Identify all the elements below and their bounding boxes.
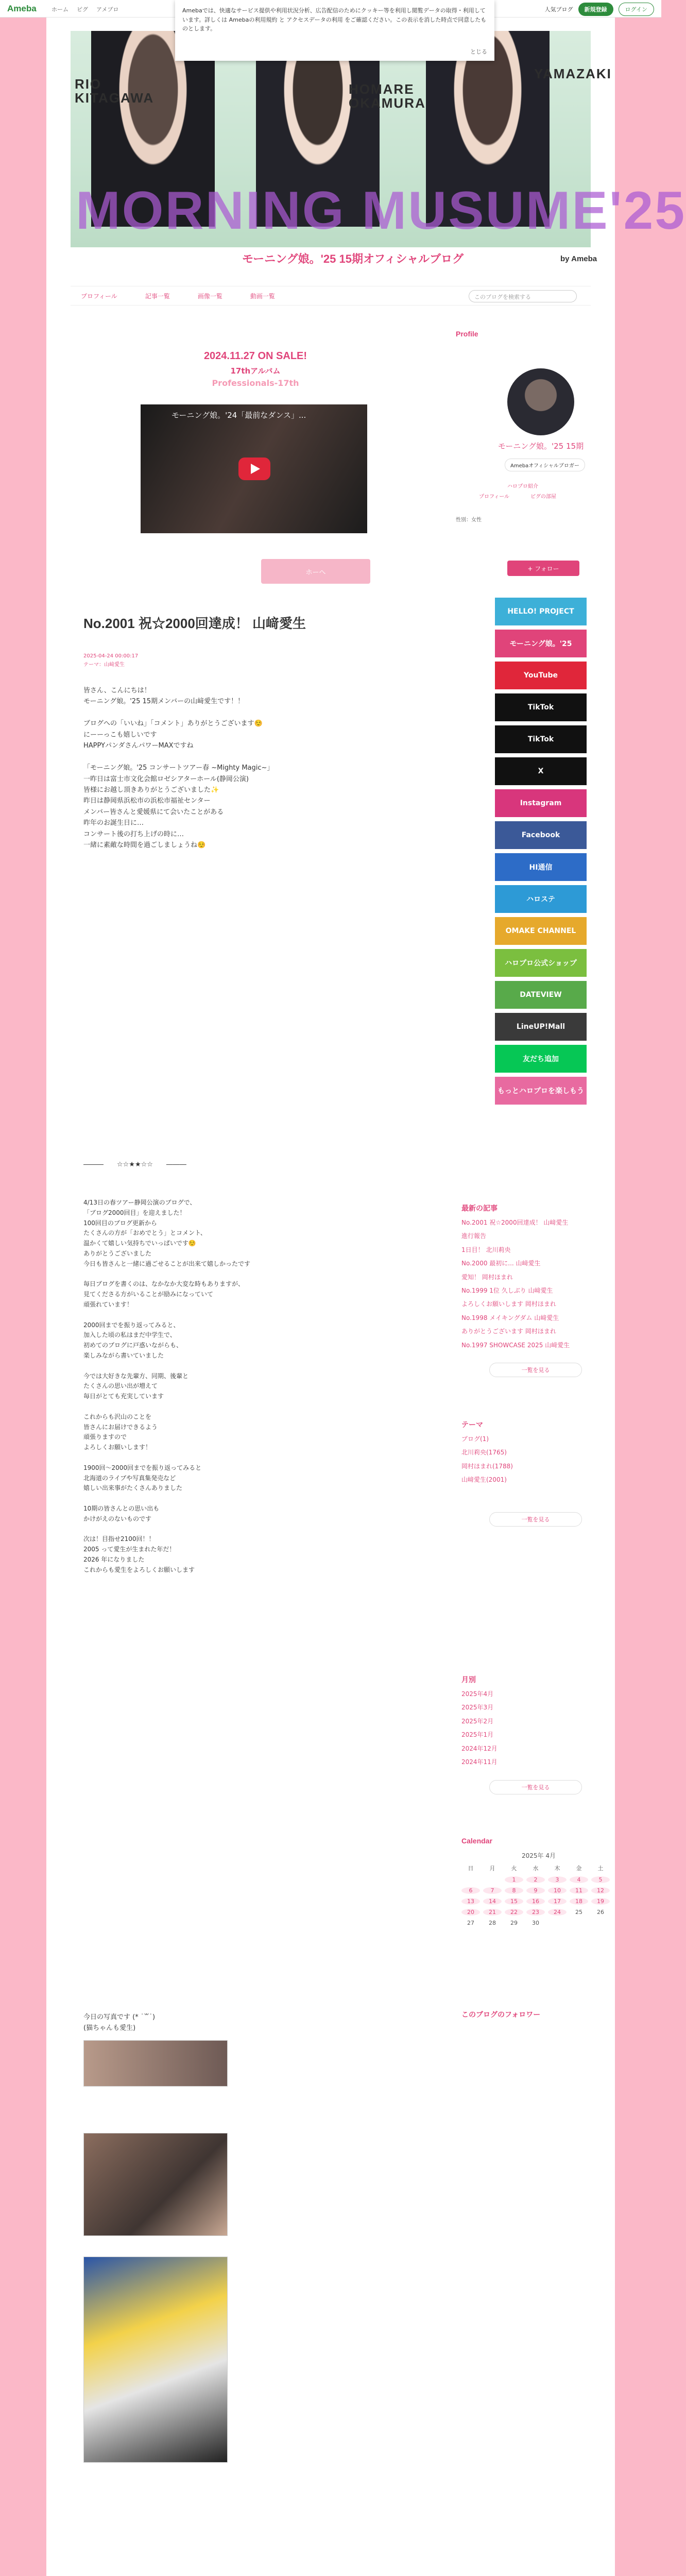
banner-group-name: MORNING MUSUME'25 <box>76 181 686 241</box>
login-button[interactable]: ログイン <box>619 3 654 16</box>
recent-item[interactable]: No.1997 SHOWCASE 2025 山﨑愛生 <box>461 1341 570 1349</box>
calendar-day[interactable]: 22 <box>505 1909 523 1916</box>
recent-item[interactable]: 1日目！ 北川莉央 <box>461 1246 511 1253</box>
calendar-weekday: 金 <box>576 1865 582 1872</box>
calendar-day: 30 <box>532 1920 539 1926</box>
recent-list <box>461 1216 616 1352</box>
calendar-day[interactable]: 2 <box>526 1876 545 1883</box>
calendar-day[interactable]: 17 <box>548 1898 567 1905</box>
recent-item[interactable]: No.2001 祝☆2000回達成！ 山﨑愛生 <box>461 1219 569 1226</box>
calendar-day[interactable]: 4 <box>570 1876 588 1883</box>
calendar-day[interactable]: 7 <box>483 1887 502 1894</box>
theme-item[interactable]: 山﨑愛生(2001) <box>461 1476 507 1484</box>
calendar-day[interactable]: 3 <box>548 1876 567 1883</box>
nav-profile[interactable]: プロフィール <box>81 292 117 300</box>
archive-item[interactable]: 2024年12月 <box>461 1744 498 1752</box>
member-name-2: HOMARE OKAMURA <box>349 81 426 111</box>
calendar-month: 2025年 4月 <box>522 1852 556 1859</box>
calendar-day[interactable]: 15 <box>505 1898 523 1905</box>
archive-item[interactable]: 2025年2月 <box>461 1717 494 1725</box>
archive-item[interactable]: 2024年11月 <box>461 1758 498 1766</box>
followers-heading: このブログのフォロワー <box>461 2010 541 2019</box>
archive-list <box>461 1687 616 1769</box>
archive-item[interactable]: 2025年3月 <box>461 1704 494 1711</box>
calendar-day[interactable]: 6 <box>461 1887 480 1894</box>
sns-link[interactable]: モーニング娘。'25 <box>495 630 587 657</box>
calendar-weekday: 水 <box>533 1865 539 1872</box>
calendar-day: 29 <box>510 1920 518 1926</box>
theme-heading: テーマ <box>461 1420 483 1429</box>
profile-heading: Profile <box>456 330 478 338</box>
calendar-day <box>483 1876 502 1883</box>
calendar-weekday: 月 <box>489 1865 495 1872</box>
member-name-1: RIO KITAGAWA <box>75 76 155 106</box>
calendar-day <box>570 1920 588 1926</box>
sns-link[interactable]: TikTok <box>495 693 587 721</box>
post-body-2: 4/13日の春ツアー静岡公演のブログで、 「ブログ2000回目」を迎えました！ 100回目のブログ更新から たくさんの方が「おめでとう」とコメント、 温かくて嬉しい気持ちでいっぱいです☺️ ありがとうございました 今日も皆さんと一緒に過ごせることが出来て嬉しかったです 毎日ブログを書くのは、なかなか大変な時もありますが、 見てくださる方がいることが励みになっていて 頑張れています！ 2000回までを振り返ってみると、 加入した頃の私はまだ中学生で、 初めてのブログに戸惑いながらも、 楽しみながら書いていました 今では大好きな先輩方、同期、後輩と たくさんの思い出が増えて 毎日がとても充実しています これからも沢山のことを 皆さんにお届けできるよう 頑張りますので よろしくお願いします！ 1900回〜2000回までを振り返ってみると 北海道のライブや写真集発売など 嬉しい出来事がたくさんありました 10期の皆さんとの思い出も かけがえのないものです 次は！目指せ2100回！！ 2005 って愛生が生まれた年だ！ 2026 年になりました これからも愛生をよろしくお願いします <box>83 1199 251 1573</box>
calendar-day: 25 <box>575 1909 582 1916</box>
calendar-day[interactable]: 24 <box>548 1909 567 1916</box>
profile-name[interactable]: モーニング娘。'25 15期 <box>498 442 584 451</box>
top-right <box>545 3 654 16</box>
cookie-text: Amebaでは、快適なサービス提供や利用状況分析、広告配信のためにクッキー等を利用し閲覧データの取得・利用しています。詳しくは Amebaの利用規約 と アクセスデータの利用 をご確認ください。この表示を消した時点で同意したものとします。 <box>182 7 487 32</box>
calendar-weekday: 火 <box>511 1865 517 1872</box>
calendar-weekday: 土 <box>597 1865 604 1872</box>
calendar-day[interactable]: 19 <box>591 1898 610 1905</box>
calendar-day[interactable]: 13 <box>461 1898 480 1905</box>
post-theme[interactable]: テーマ：山﨑愛生 <box>83 662 125 668</box>
ameba-logo[interactable]: Ameba <box>7 4 37 13</box>
calendar-day[interactable]: 8 <box>505 1887 523 1894</box>
youtube-video[interactable] <box>141 404 367 533</box>
calendar-day[interactable]: 11 <box>570 1887 588 1894</box>
nav-home[interactable]: ホーム <box>52 6 68 13</box>
calendar-day[interactable]: 20 <box>461 1909 480 1916</box>
sns-link[interactable]: Instagram <box>495 789 587 817</box>
nav-videos[interactable]: 動画一覧 <box>250 292 275 300</box>
blog-title[interactable]: モーニング娘。'25 15期オフィシャルブログ <box>242 252 464 265</box>
post-body-3: 今日の写真です (* ˙꒳˙) (猫ちゃんも愛生) <box>83 2013 156 2032</box>
nav-articles[interactable]: 記事一覧 <box>145 292 170 300</box>
archive-item[interactable]: 2025年1月 <box>461 1731 494 1739</box>
sns-link[interactable]: TikTok <box>495 725 587 753</box>
recent-item[interactable]: よろしくお願いします 岡村ほまれ <box>461 1300 556 1308</box>
calendar-day[interactable]: 9 <box>526 1887 545 1894</box>
calendar-day[interactable]: 14 <box>483 1898 502 1905</box>
sns-link[interactable]: HELLO! PROJECT <box>495 598 587 625</box>
calendar-day: 26 <box>597 1909 604 1916</box>
recent-item[interactable]: No.1998 メイキングダム 山﨑愛生 <box>461 1314 559 1321</box>
calendar-day[interactable]: 18 <box>570 1898 588 1905</box>
calendar-weekday: 日 <box>468 1865 474 1872</box>
promo-date: 2024.11.27 ON SALE! <box>203 350 307 362</box>
post-date: 2025-04-24 00:00:17 <box>83 653 139 659</box>
calendar-day <box>548 1920 567 1926</box>
sns-link[interactable]: X <box>495 757 587 785</box>
calendar <box>461 1837 616 1926</box>
calendar-heading: Calendar <box>461 1837 492 1845</box>
sns-link[interactable]: LineUP!Mall <box>495 1013 587 1041</box>
post-meta <box>83 652 138 669</box>
header-banner <box>71 31 686 247</box>
calendar-day: 28 <box>489 1920 496 1926</box>
sns-link[interactable]: もっとハロプロを楽しもう <box>495 1077 587 1105</box>
theme-item[interactable]: ブログ(1) <box>461 1435 489 1443</box>
recent-heading: 最新の記事 <box>461 1204 498 1212</box>
theme-item[interactable]: 北川莉央(1765) <box>461 1449 507 1456</box>
post-photo-3[interactable] <box>83 2257 228 2463</box>
calendar-day[interactable]: 10 <box>548 1887 567 1894</box>
top-nav <box>52 5 118 13</box>
cookie-close-button[interactable]: とじる <box>470 48 487 56</box>
archive-heading: 月別 <box>461 1675 476 1684</box>
calendar-day[interactable]: 5 <box>591 1876 610 1883</box>
post-divider-1: ――― ☆☆★★☆☆ ――― <box>83 1161 186 1168</box>
nav-ameblo[interactable]: アメブロ <box>96 6 119 13</box>
profile-avatar[interactable] <box>507 368 574 435</box>
calendar-day[interactable]: 23 <box>526 1909 545 1916</box>
profile-link-2[interactable]: プロフィール <box>479 494 509 500</box>
cookie-notice <box>175 0 494 61</box>
sns-link[interactable]: HI通信 <box>495 853 587 881</box>
calendar-day[interactable]: 12 <box>591 1887 610 1894</box>
blog-search-input[interactable]: このブログを検索する <box>469 290 577 302</box>
home-button[interactable]: ホーへ <box>261 559 370 584</box>
sns-link[interactable]: DATEVIEW <box>495 981 587 1009</box>
post-photo-1[interactable] <box>83 2040 228 2087</box>
post-body-1: 皆さん、こんにちは！ モーニング娘。'25 15期メンバーの山﨑愛生です！！ ブログへの「いいね」「コメント」ありがとうございます☺️ にーーっこも嬉しいです HAPPYパンダさんパワーMAXですね 「モーニング娘。'25 コンサートツアー春 ~Mighty Magic~」 一昨日は富士市文化会館ロゼシアターホール(静岡公演) 皆様にお越し頂きありがとうございました✨ 昨日は静岡県浜松市の浜松市福祉センター メンバー皆さんと愛媛県にて会いたことがある 昨年のお誕生日に… コンサート後の打ち上げの時に… 一緒に素敵な時間を過ごしましょうね☺️ <box>83 687 274 850</box>
profile-link-3[interactable]: ピグの部屋 <box>530 494 556 500</box>
calendar-grid <box>461 1864 616 1926</box>
recent-item[interactable]: No.1999 1位 久しぶり 山﨑愛生 <box>461 1286 553 1294</box>
recent-more-button[interactable]: 一覧を見る <box>489 1363 582 1377</box>
recent-item[interactable]: ありがとうございます 岡村ほまれ <box>461 1328 556 1335</box>
recent-item[interactable]: 愛知！ 岡村ほまれ <box>461 1273 513 1281</box>
sns-link[interactable]: 友だち追加 <box>495 1045 587 1073</box>
theme-more-button[interactable]: 一覧を見る <box>489 1512 582 1527</box>
official-badge: Amebaオフィシャルブロガー <box>505 459 585 471</box>
calendar-day[interactable]: 16 <box>526 1898 545 1905</box>
by-ameba: by Ameba <box>560 255 597 263</box>
calendar-day <box>461 1876 480 1883</box>
post-photo-2[interactable] <box>83 2133 228 2236</box>
popular-blog-link[interactable]: 人気ブログ <box>544 6 573 13</box>
sns-link[interactable]: Facebook <box>495 821 587 849</box>
sns-link[interactable]: ハロプロ公式ショップ <box>495 949 587 977</box>
sns-link[interactable]: OMAKE CHANNEL <box>495 917 587 945</box>
promo-title: Professionals-17th <box>212 378 299 388</box>
play-icon[interactable] <box>238 457 270 480</box>
post-title[interactable]: No.2001 祝☆2000回達成！ 山﨑愛生 <box>83 616 306 631</box>
nav-images[interactable]: 画像一覧 <box>197 292 222 300</box>
recent-item[interactable]: No.2000 最初に... 山﨑愛生 <box>461 1260 541 1267</box>
calendar-weekday: 木 <box>554 1865 560 1872</box>
sns-link[interactable]: YouTube <box>495 662 587 689</box>
calendar-day: 27 <box>467 1920 474 1926</box>
sns-link[interactable]: ハロステ <box>495 885 587 913</box>
promo-album: 17thアルバム <box>230 366 281 376</box>
follow-button[interactable]: + フォロー <box>507 561 579 576</box>
promo-block <box>175 350 336 388</box>
archive-more-button[interactable]: 一覧を見る <box>489 1780 582 1794</box>
recent-item[interactable]: 進行報告 <box>461 1232 487 1240</box>
theme-list <box>461 1432 616 1487</box>
archive-item[interactable]: 2025年4月 <box>461 1690 494 1698</box>
calendar-day[interactable]: 1 <box>505 1876 523 1883</box>
member-name-3: YAMAZAKI <box>534 66 612 81</box>
register-button[interactable]: 新規登録 <box>578 3 613 16</box>
theme-item[interactable]: 岡村ほまれ(1788) <box>461 1462 513 1470</box>
profile-gender: 性別：女性 <box>456 517 482 523</box>
profile-link-1[interactable]: ハロプロ紹介 <box>507 484 538 489</box>
video-title: モーニング娘。'24「最前なダンス」... <box>172 411 306 420</box>
calendar-day[interactable]: 21 <box>483 1909 502 1916</box>
nav-pigg[interactable]: ピグ <box>77 6 88 13</box>
